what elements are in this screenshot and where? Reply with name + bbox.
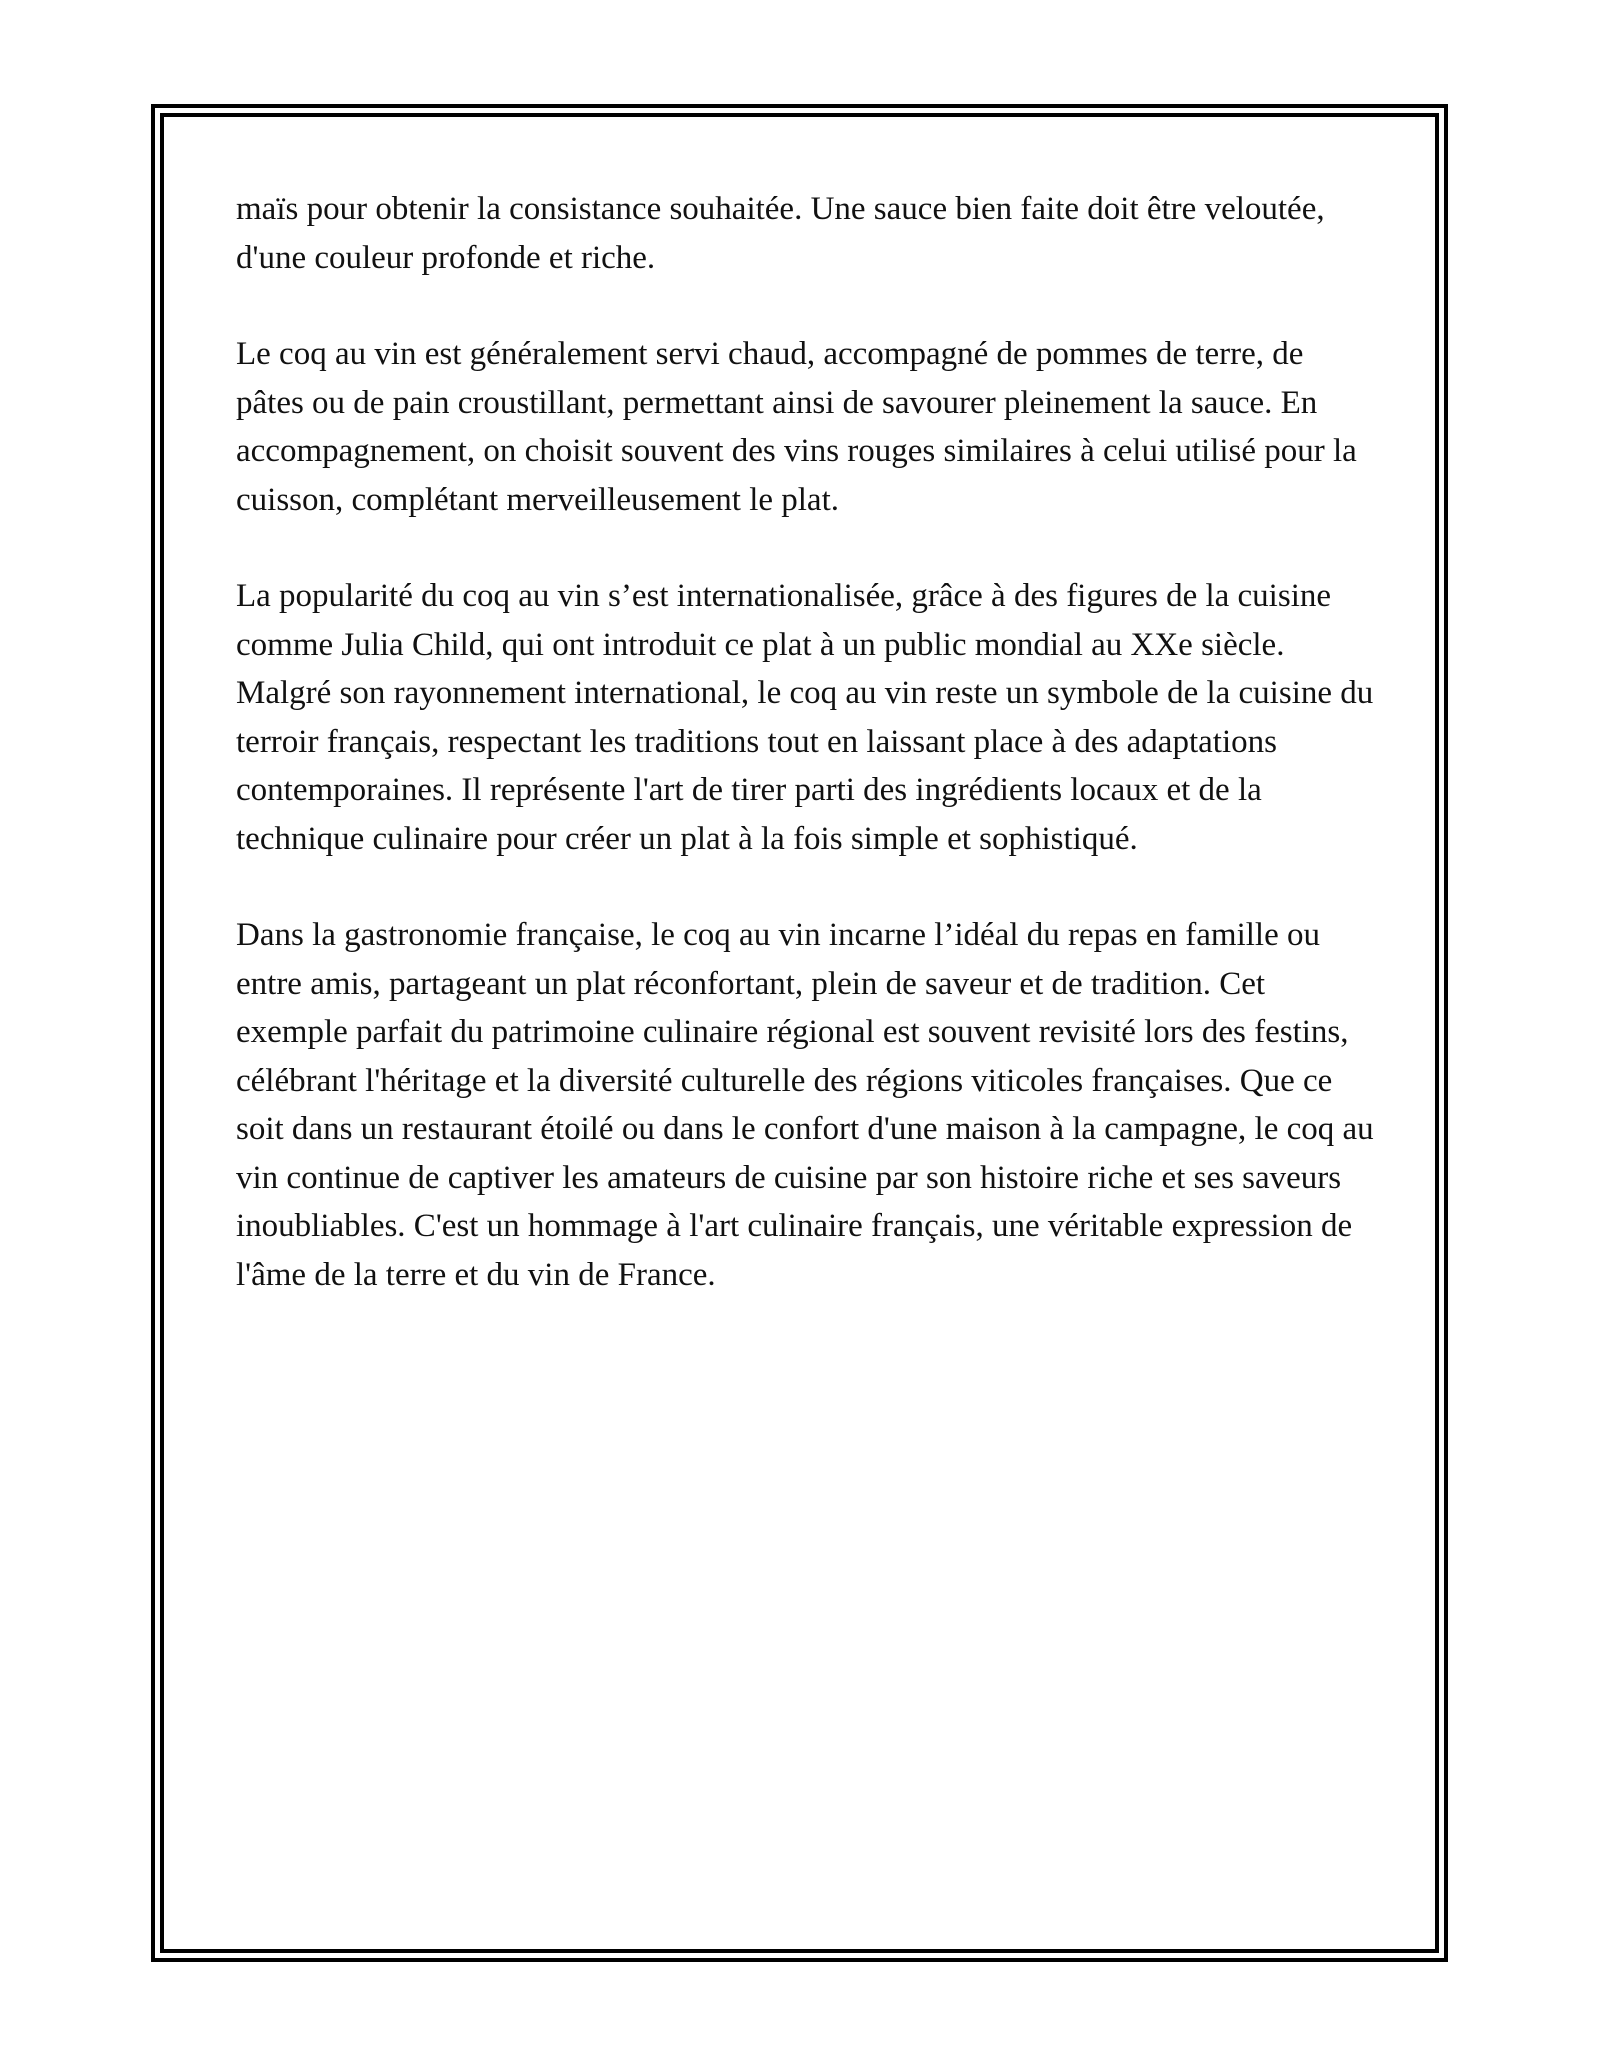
paragraph-2: Le coq au vin est généralement servi chaud, accompagné de pommes de terre, de pâtes ou de pain croustillant, permettant ainsi de savourer pleinement la sauce. En accompagnement, on choisit souvent des vins rouges similaires à celui utilisé pour la cuisson, complétant merveilleusement le plat. bbox=[236, 336, 1357, 518]
paragraph-1: maïs pour obtenir la consistance souhaitée. Une sauce bien faite doit être veloutée, d'une couleur profonde et riche. bbox=[236, 191, 1325, 276]
paragraph-4: Dans la gastronomie française, le coq au vin incarne l’idéal du repas en famille ou entre amis, partageant un plat réconfortant, plein de saveur et de tradition. Cet exemple parfait du patrimoine culinaire régional est souvent revisité lors des festins, célébrant l'héritage et la diversité culturelle des régions viticoles françaises. Que ce soit dans un restaurant étoilé ou dans le confort d'une maison à la campagne, le coq au vin continue de captiver les amateurs de cuisine par son histoire riche et ses saveurs inoubliables. C'est un hommage à l'art culinaire français, une véritable expression de l'âme de la terre et du vin de France. bbox=[236, 917, 1374, 1293]
paragraph-3: La popularité du coq au vin s’est internationalisée, grâce à des figures de la cuisine comme Julia Child, qui ont introduit ce plat à un public mondial au XXe siècle. Malgré son rayonnement international, le coq au vin reste un symbole de la cuisine du terroir français, respectant les traditions tout en laissant place à des adaptations contemporaines. Il représente l'art de tirer parti des ingrédients locaux et de la technique culinaire pour créer un plat à la fois simple et sophistiqué. bbox=[236, 578, 1374, 857]
document-body bbox=[236, 185, 1376, 1347]
